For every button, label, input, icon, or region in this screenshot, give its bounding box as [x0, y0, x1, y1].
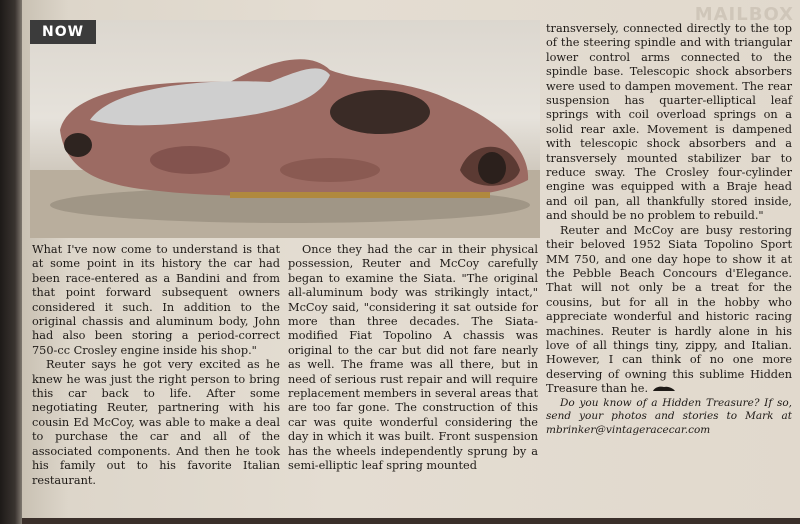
end-mark-car-icon	[652, 385, 676, 393]
column2-paragraph: Once they had the car in their physical possession, Reuter and McCoy carefully began to examine the Siata. "The original all-aluminum body was strikingly intact," McCoy said, "considering it sat outside for more than three decades. The Siata-modified Fiat Topolino A chassis was original to the car but did not fare nearly as well. The frame was all there, but in need of serious rust repair and will require replacement members in several areas that are too far gone. The construction of this car was quite wonderful considering the day in which it was built. Front suspension has the wheels independently sprung by a semi-elliptic leaf spring mounted	[288, 243, 538, 473]
column1-paragraph: Reuter says he got very excited as he knew he was just the right person to bring this car back to life. After some negotiating Reuter, partnering with his cousin Ed McCoy, was able to make a deal to purchase the car and all of the associated components. And then he took his family out to his favorite Italian restaurant.	[32, 358, 280, 487]
column3-paragraph: transversely, connected directly to the top of the steering spindle and with triangular lower control arms connected to the spindle base. Telescopic shock absorbers were used to dampen movement. The rear suspension has quarter-elliptical leaf springs with coil overload springs on a solid rear axle. Movement is dampened with telescopic shock absorbers and a transversely mounted stabilizer bar to reduce sway. The Crosley four-cylinder engine was equipped with a Braje head and oil pan, all thankfully stored inside, and should be no problem to rebuild."	[546, 22, 792, 223]
contact-credit: Do you know of a Hidden Treasure? If so, send your photos and stories to Mark at mbrinker@vintageracecar.com	[546, 396, 792, 436]
section-header-tag: MAILBOX	[694, 4, 794, 25]
rust-patch	[280, 158, 380, 182]
car-photo	[30, 20, 540, 238]
race-car-illustration	[30, 20, 540, 238]
rust-patch	[150, 146, 230, 174]
column3-paragraph-text: Reuter and McCoy are busy restoring their beloved 1952 Siata Topolino Sport MM 750, and one day hope to show it at the Pebble Beach Concours d'Elegance. That will not only be a treat for the cousins, but for all in the hobby who appreciate wonderful and historic racing machines. Reuter is hardly alone in his love of all things tiny, zippy, and Italian. However, I can think of no one more deserving of owning this sublime Hidden Treasure than he.	[546, 223, 792, 396]
grille-opening	[64, 133, 92, 157]
page-bottom-edge	[22, 518, 800, 524]
magazine-page	[22, 0, 800, 524]
section-label-now: NOW	[30, 20, 96, 44]
article-column-3	[546, 22, 792, 437]
article-column-1	[32, 243, 280, 488]
wheel-opening	[478, 152, 506, 184]
column1-paragraph: What I've now come to understand is that at some point in its history the car had been race-entered as a Bandini and from that point forward subsequent owners considered it such. In addition to the original chassis and aluminum body, John had also been storing a period-correct 750-cc Crosley engine inside his shop."	[32, 243, 280, 357]
article-column-2	[288, 243, 538, 474]
column3-paragraph	[546, 224, 792, 397]
frame-rail	[230, 192, 490, 198]
cockpit-opening	[330, 90, 430, 134]
